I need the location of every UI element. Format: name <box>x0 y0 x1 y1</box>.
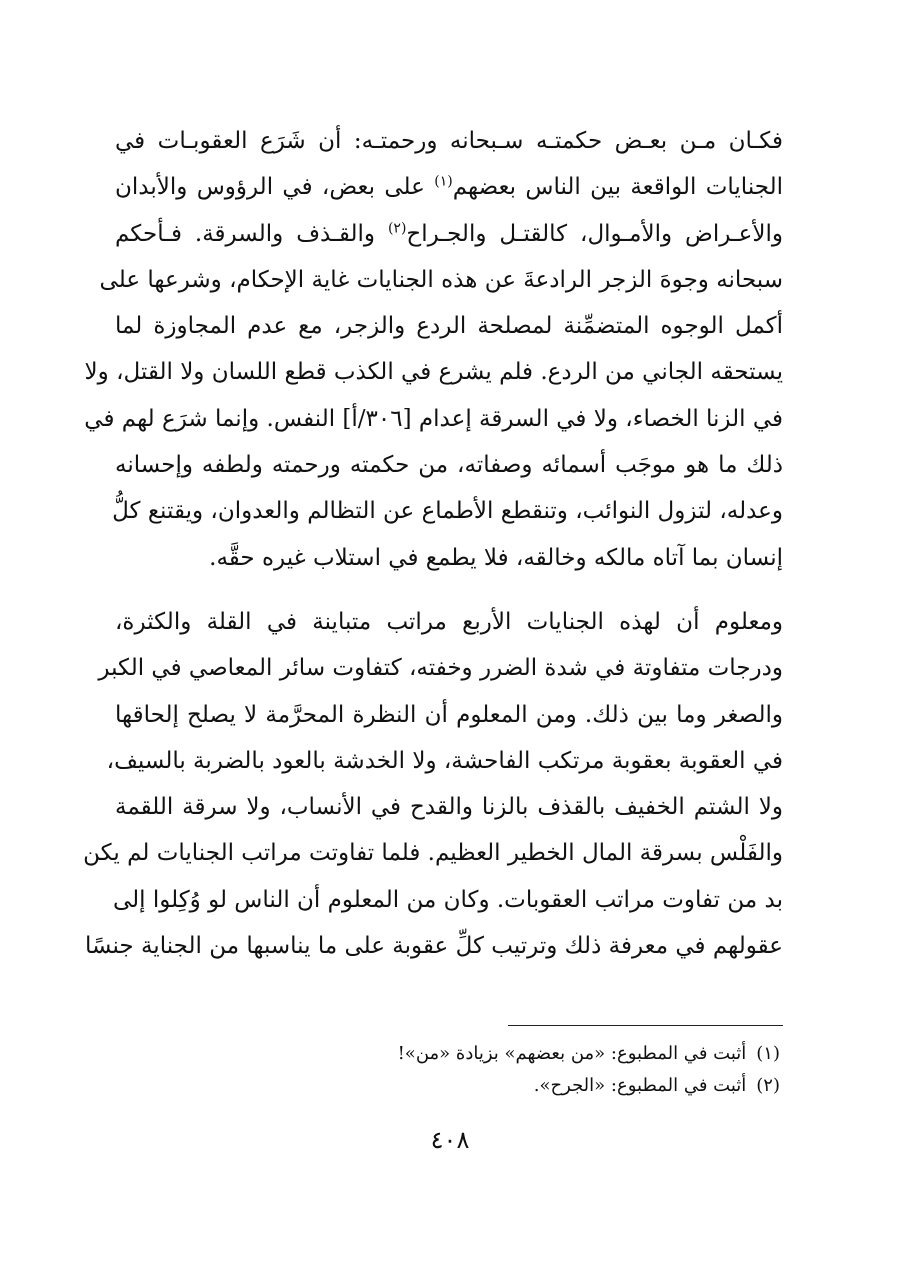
text-line: سبحانه وجوهَ الزجر الرادعةَ عن هذه الجنايات غاية الإحكام، وشرعها على <box>99 266 783 293</box>
footnote-ref-2[interactable]: (٢) <box>387 219 407 236</box>
text-line: أكمل الوجوه المتضمِّنة لمصلحة الردع والزجر، مع عدم المجاوزة لما <box>115 313 783 340</box>
text-line: ومعلوم أن لهذه الجنايات الأربع مراتب متباينة في القلة والكثرة، <box>115 608 783 635</box>
text-line: في الزنا الخصاء، ولا في السرقة إعدام [٣٠٦/أ] النفس. وإنما شرَع لهم في <box>84 405 783 432</box>
text-line: والصغر وما بين ذلك. ومن المعلوم أن النظرة المحرَّمة لا يصلح إلحاقها <box>115 701 783 728</box>
footnote-number: (١) <box>756 1043 780 1064</box>
footnote-divider <box>508 1025 783 1026</box>
text-line <box>115 164 783 210</box>
text-line: بد من تفاوت مراتب العقوبات. وكان من المعلوم أن الناس لو وُكِلوا إلى <box>112 886 783 913</box>
text-line: يستحقه الجاني من الردع. فلم يشرع في الكذب قطع اللسان ولا القتل، ولا <box>84 359 783 386</box>
footnote-2 <box>120 1070 780 1102</box>
footnotes <box>120 1038 780 1102</box>
footnote-text: أثبت في المطبوع: «من بعضهم» بزيادة «من»! <box>397 1043 747 1064</box>
paragraph-2 <box>83 599 783 969</box>
text-line: فكـان مـن بعـض حكمتـه سـبحانه ورحمتـه: أن شَرَع العقوبـات في <box>115 128 783 154</box>
footnote-text: أثبت في المطبوع: «الجرح». <box>533 1075 747 1096</box>
text-line: في العقوبة بعقوبة مرتكب الفاحشة، ولا الخدشة بالعود بالضربة بالسيف، <box>106 747 783 774</box>
text-line: والفَلْس بسرقة المال الخطير العظيم. فلما تفاوتت مراتب الجنايات لم يكن <box>83 840 783 867</box>
text-line: ذلك ما هو موجَب أسمائه وصفاته، من حكمته ورحمته ولطفه وإحسانه <box>115 452 783 479</box>
footnote-number: (٢) <box>756 1075 780 1096</box>
text-fragment: والأعـراض والأمـوال، كالقتـل والجـراح <box>406 220 784 247</box>
text-fragment: على بعض، في الرؤوس والأبدان <box>115 174 425 201</box>
text-line <box>115 211 783 257</box>
text-fragment: الجنايات الواقعة بين الناس بعضهم <box>452 174 784 201</box>
text-line: ودرجات متفاوتة في شدة الضرر وخفته، كتفاوت سائر المعاصي في الكبر <box>98 655 783 682</box>
main-text <box>83 118 784 969</box>
footnote-ref-1[interactable]: (١) <box>434 173 453 190</box>
text-fragment: والقـذف والسرقة. فـأحكم <box>115 220 375 247</box>
text-line: ولا الشتم الخفيف بالقذف بالزنا والقدح في الأنساب، ولا سرقة اللقمة <box>115 794 783 821</box>
page-number: ٤٠٨ <box>430 1126 470 1154</box>
footnote-1 <box>120 1038 780 1070</box>
text-line: إنسان بما آتاه مالكه وخالقه، فلا يطمع في استلاب غيره حقَّه. <box>209 544 783 571</box>
text-line: وعدله، لتزول النوائب، وتنقطع الأطماع عن التظالم والعدوان، ويقتنع كلُّ <box>112 498 783 525</box>
text-line: عقولهم في معرفة ذلك وترتيب كلِّ عقوبة على ما يناسبها من الجناية جنسًا <box>84 933 783 960</box>
paragraph-1 <box>84 118 784 581</box>
